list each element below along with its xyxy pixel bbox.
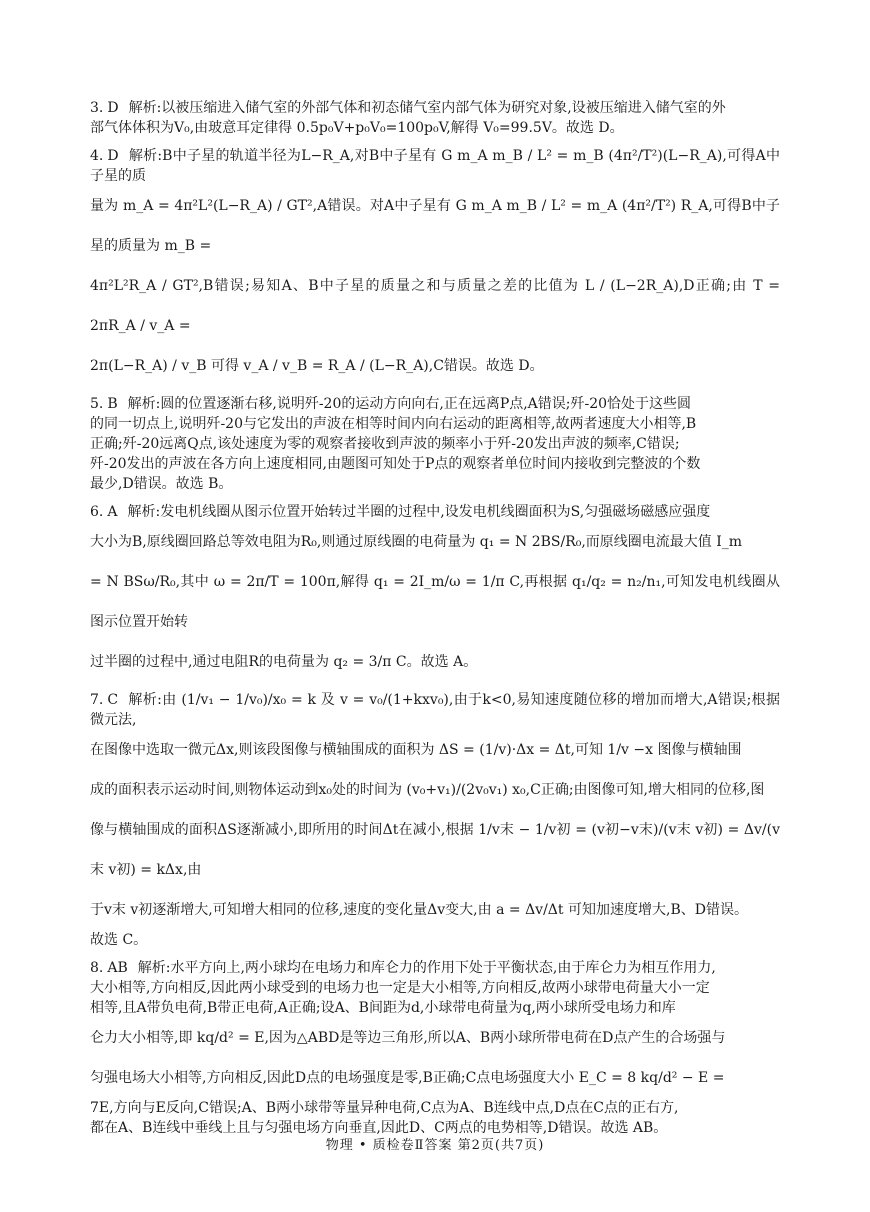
explanation-line: = N BSω/R₀,其中 ω = 2π/T = 100π,解得 q₁ = 2I_m/ω = 1/π C,再根据 q₁/q₂ = n₂/n₁,可知发电机线圈从图示位置开始转	[90, 574, 780, 630]
explanation-line: 匀强电场大小相等,方向相反,因此D点的电场强度是零,B正确;C点电场强度大小 E_C = 8 kq/d² − E =	[90, 1070, 725, 1086]
answer-choice: C	[107, 692, 119, 708]
explanation-line: 4π²L²R_A / GT²,B错误;易知A、B中子星的质量之和与质量之差的比值为 L / (L−2R_A),D正确;由 T = 2πR_A / v_A =	[90, 278, 780, 334]
answer-item	[90, 502, 780, 682]
answer-item	[90, 958, 780, 1138]
answer-choice: D	[107, 148, 119, 164]
question-number: 6.	[90, 504, 104, 520]
question-number: 4.	[90, 148, 104, 164]
question-number: 5.	[90, 396, 104, 412]
explanation-line: 歼-20发出的声波在各方向上速度相同,由题图可知处于P点的观察者单位时间内接收到完整波的个数	[90, 456, 701, 472]
explanation-line: 大小相等,方向相反,因此两小球受到的电场力也一定是大小相等,方向相反,故两小球带电荷量大小一定	[90, 980, 710, 996]
explanation-line: 仑力大小相等,即 kq/d² = E,因为△ABD是等边三角形,所以A、B两小球所带电荷在D点产生的合场强与	[90, 1030, 726, 1046]
explanation-line: 相等,且A带负电荷,B带正电荷,A正确;设A、B间距为d,小球带电荷量为q,两小球所受电场力和库	[90, 1000, 676, 1016]
answer-choice: D	[107, 100, 119, 116]
explanation-line: 大小为B,原线圈回路总等效电阻为R₀,则通过原线圈的电荷量为 q₁ = N 2BS/R₀,而原线圈电流最大值 I_m	[90, 534, 743, 550]
explanation-line: 解析:由 (1/v₁ − 1/v₀)/x₀ = k 及 v = v₀/(1+kxv₀),由于k<0,易知速度随位移的增加而增大,A错误;根据微元法,	[90, 692, 780, 728]
explanation-line: 解析:发电机线圈从图示位置开始转过半圈的过程中,设发电机线圈面积为S,匀强磁场磁感应强度	[127, 504, 711, 520]
answer-choice: AB	[107, 960, 128, 976]
explanation-line: 部气体体积为V₀,由玻意耳定律得 0.5p₀V+p₀V₀=100p₀V,解得 V₀=99.5V。故选 D。	[90, 120, 624, 136]
explanation-line: 量为 m_A = 4π²L²(L−R_A) / GT²,A错误。对A中子星有 G m_A m_B / L² = m_A (4π²/T²) R_A,可得B中子星的质量为 m_B =	[90, 198, 780, 254]
explanation-line: 解析:B中子星的轨道半径为L−R_A,对B中子星有 G m_A m_B / L² = m_B (4π²/T²)(L−R_A),可得A中子星的质	[90, 148, 780, 184]
question-number: 8.	[90, 960, 104, 976]
answer-choice: A	[107, 504, 118, 520]
explanation-line: 于v末 v初逐渐增大,可知增大相同的位移,速度的变化量Δv变大,由 a = Δv/Δt 可知加速度增大,B、D错误。	[90, 902, 748, 918]
explanation-line: 在图像中选取一微元Δx,则该段图像与横轴围成的面积为 ΔS = (1/v)·Δx = Δt,可知 1/v −x 图像与横轴围	[90, 742, 742, 758]
answer-choice: B	[107, 396, 118, 412]
explanation-line: 解析:水平方向上,两小球均在电场力和库仑力的作用下处于平衡状态,由于库仑力为相互作用力,	[137, 960, 716, 976]
explanation-line: 过半圈的过程中,通过电阻R的电荷量为 q₂ = 3/π C。故选 A。	[90, 654, 478, 670]
question-number: 7.	[90, 692, 104, 708]
explanation-line: 7E,方向与E反向,C错误;A、B两小球带等量异种电荷,C点为A、B连线中点,D点在C点的正右方,	[90, 1100, 679, 1116]
answer-item	[90, 146, 780, 386]
answer-item	[90, 394, 780, 494]
answer-list	[90, 98, 780, 1146]
explanation-line: 都在A、B连线中垂线上且与匀强电场方向垂直,因此D、C两点的电势相等,D错误。故选 AB。	[90, 1120, 668, 1136]
page-footer: 物理 • 质检卷Ⅱ答案 第2页(共7页)	[325, 1138, 545, 1153]
answer-item	[90, 690, 780, 950]
explanation-line: 最少,D错误。故选 B。	[90, 476, 233, 492]
answer-item	[90, 98, 780, 138]
question-number: 3.	[90, 100, 104, 116]
explanation-line: 故选 C。	[90, 932, 148, 948]
explanation-line: 正确;歼-20远离Q点,该处速度为零的观察者接收到声波的频率小于歼-20发出声波的频率,C错误;	[90, 436, 680, 452]
explanation-line: 像与横轴围成的面积ΔS逐渐减小,即所用的时间Δt在减小,根据 1/v末 − 1/v初 = (v初−v末)/(v末 v初) = Δv/(v末 v初) = kΔx,由	[90, 822, 780, 878]
explanation-line: 的同一切点上,说明歼-20与它发出的声波在相等时间内向右运动的距离相等,故两者速度大小相等,B	[90, 416, 697, 432]
explanation-line: 解析:以被压缩进入储气室的外部气体和初态储气室内部气体为研究对象,设被压缩进入储气室的外	[128, 100, 726, 116]
explanation-line: 2π(L−R_A) / v_B 可得 v_A / v_B = R_A / (L−R_A),C错误。故选 D。	[90, 358, 544, 374]
explanation-line: 成的面积表示运动时间,则物体运动到x₀处的时间为 (v₀+v₁)/(2v₀v₁) x₀,C正确;由图像可知,增大相同的位移,图	[90, 782, 765, 798]
explanation-line: 解析:圆的位置逐渐右移,说明歼-20的运动方向向右,正在远离P点,A错误;歼-20恰处于这些圆	[127, 396, 692, 412]
